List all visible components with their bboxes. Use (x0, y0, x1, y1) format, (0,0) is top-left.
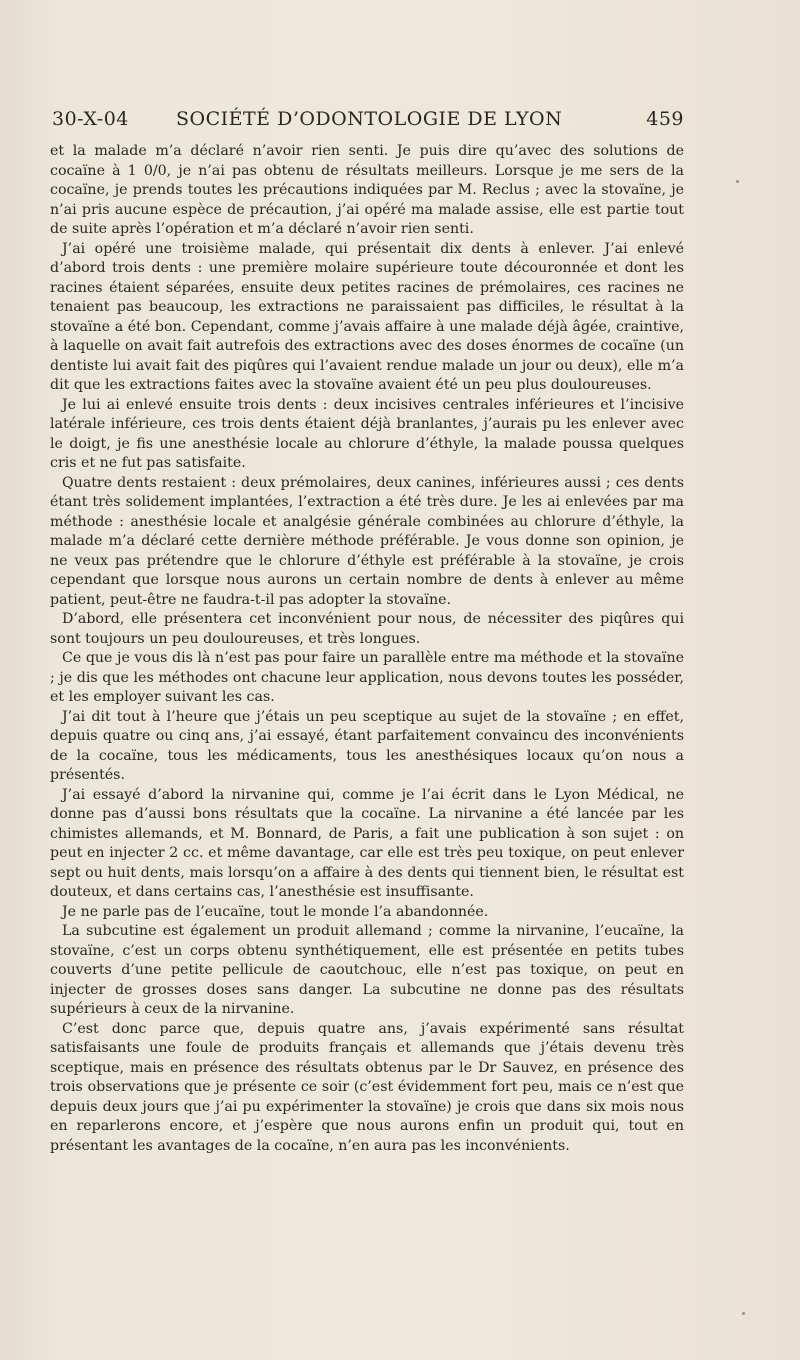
page-number: 459 (646, 108, 684, 130)
header-title: SOCIÉTÉ D’ODONTOLOGIE DE LYON (176, 108, 563, 130)
paragraph: D’abord, elle présentera cet inconvénient pour nous, de nécessiter des piqûres qui sont toujours un peu douloureuses, et très longues. (50, 611, 684, 647)
paragraph: Je lui ai enlevé ensuite trois dents : deux incisives centrales inférieures et l’incisive latérale inférieure, ces trois dents étaient déjà branlantes, j’aurais pu les enlever avec le doigt, je fis une anesthésie locale au chlorure d’éthyle, la malade poussa quelques cris et ne fut pas satisfaite. (50, 396, 684, 471)
header-date: 30-X-04 (52, 108, 129, 130)
paragraph: J’ai opéré une troisième malade, qui présentait dix dents à enlever. J’ai enlevé d’abord trois dents : une première molaire supérieure toute découronnée et dont les racines étaient séparées, ensuite deux petites racines de prémolaires, ces racines ne tenaient pas beaucoup, les extractions ne paraissaient pas difficiles, le résultat à la stovaïne a été bon. Cependant, comme j’avais affaire à une malade déjà âgée, craintive, à laquelle on avait fait autrefois des extractions avec des doses énormes de cocaïne (un dentiste lui avait fait des piqûres qui l’avaient rendue malade un jour ou deux), elle m’a dit que les extractions faites avec la stovaïne avaient été un peu plus douloureuses. (50, 240, 684, 393)
paragraph: Ce que je vous dis là n’est pas pour faire un parallèle entre ma méthode et la stovaïne ; je dis que les méthodes ont chacune leur application, nous devons toutes les posséder, et les employer suivant les cas. (50, 650, 684, 705)
paper-speck (742, 1312, 745, 1315)
paragraph: C’est donc parce que, depuis quatre ans, j’avais expérimenté sans résultat satisfaisants une foule de produits français et allemands que j’étais devenu très sceptique, mais en présence des résultats obtenus par le Dr Sauvez, en présence des trois observations que je présente ce soir (c’est évidemment fort peu, mais ce n’est que depuis deux jours que j’ai pu expérimenter la stovaïne) je crois que dans six mois nous en reparlerons encore, et j’espère que nous aurons enfin un produit qui, tout en présentant les avantages de la cocaïne, n’en aura pas les inconvénients. (50, 1020, 684, 1154)
paper-speck (736, 180, 739, 183)
paragraph: Je ne parle pas de l’eucaïne, tout le monde l’a abandonnée. (62, 903, 489, 920)
paragraph: Quatre dents restaient : deux prémolaires, deux canines, inférieures aussi ; ces dents étant très solidement implantées, l’extraction a été très dure. Je les ai enlevées par ma méthode : anesthésie locale et analgésie générale combinées au chlorure d’éthyle, la malade m’a déclaré cette dernière méthode préférable. Je vous donne son opinion, je ne veux pas prétendre que le chlorure d’éthyle est préférable à la stovaïne, je crois cependant que lorsque nous aurons un certain nombre de dents à enlever au même patient, peut-être ne faudra-t-il pas adopter la stovaïne. (50, 474, 684, 608)
page-body (50, 142, 684, 1156)
running-header (52, 108, 684, 138)
paragraph: J’ai essayé d’abord la nirvanine qui, comme je l’ai écrit dans le Lyon Médical, ne donne pas d’aussi bons résultats que la cocaïne. La nirvanine a été lancée par les chimistes allemands, et M. Bonnard, de Paris, a fait une publication à son sujet : on peut en injecter 2 cc. et même davantage, car elle est très peu toxique, on peut enlever sept ou huit dents, mais lorsqu’on a affaire à des dents qui tiennent bien, le résultat est douteux, et dans certains cas, l’anesthésie est insuffisante. (50, 786, 684, 900)
paragraph: J’ai dit tout à l’heure que j’étais un peu sceptique au sujet de la stovaïne ; en effet, depuis quatre ou cinq ans, j’ai essayé, étant parfaitement convaincu des inconvénients de la cocaïne, tous les médicaments, tous les anesthésiques locaux qu’on nous a présentés. (50, 708, 684, 783)
paragraph: et la malade m’a déclaré n’avoir rien senti. Je puis dire qu’avec des solutions de cocaïne à 1 0/0, je n’ai pas obtenu de résultats meilleurs. Lorsque je me sers de la cocaïne, je prends toutes les précautions indiquées par M. Reclus ; avec la stovaïne, je n’ai pris aucune espèce de précaution, j’ai opéré ma malade assise, elle est partie tout de suite après l’opération et m’a déclaré n’avoir rien senti. (50, 143, 684, 237)
paragraph: La subcutine est également un produit allemand ; comme la nirvanine, l’eucaïne, la stovaïne, c’est un corps obtenu synthétiquement, elle est présentée en petits tubes couverts d’une petite pellicule de caoutchouc, elle n’est pas toxique, on peut en injecter de grosses doses sans danger. La subcutine ne donne pas des résultats supérieurs à ceux de la nirvanine. (50, 923, 684, 1017)
